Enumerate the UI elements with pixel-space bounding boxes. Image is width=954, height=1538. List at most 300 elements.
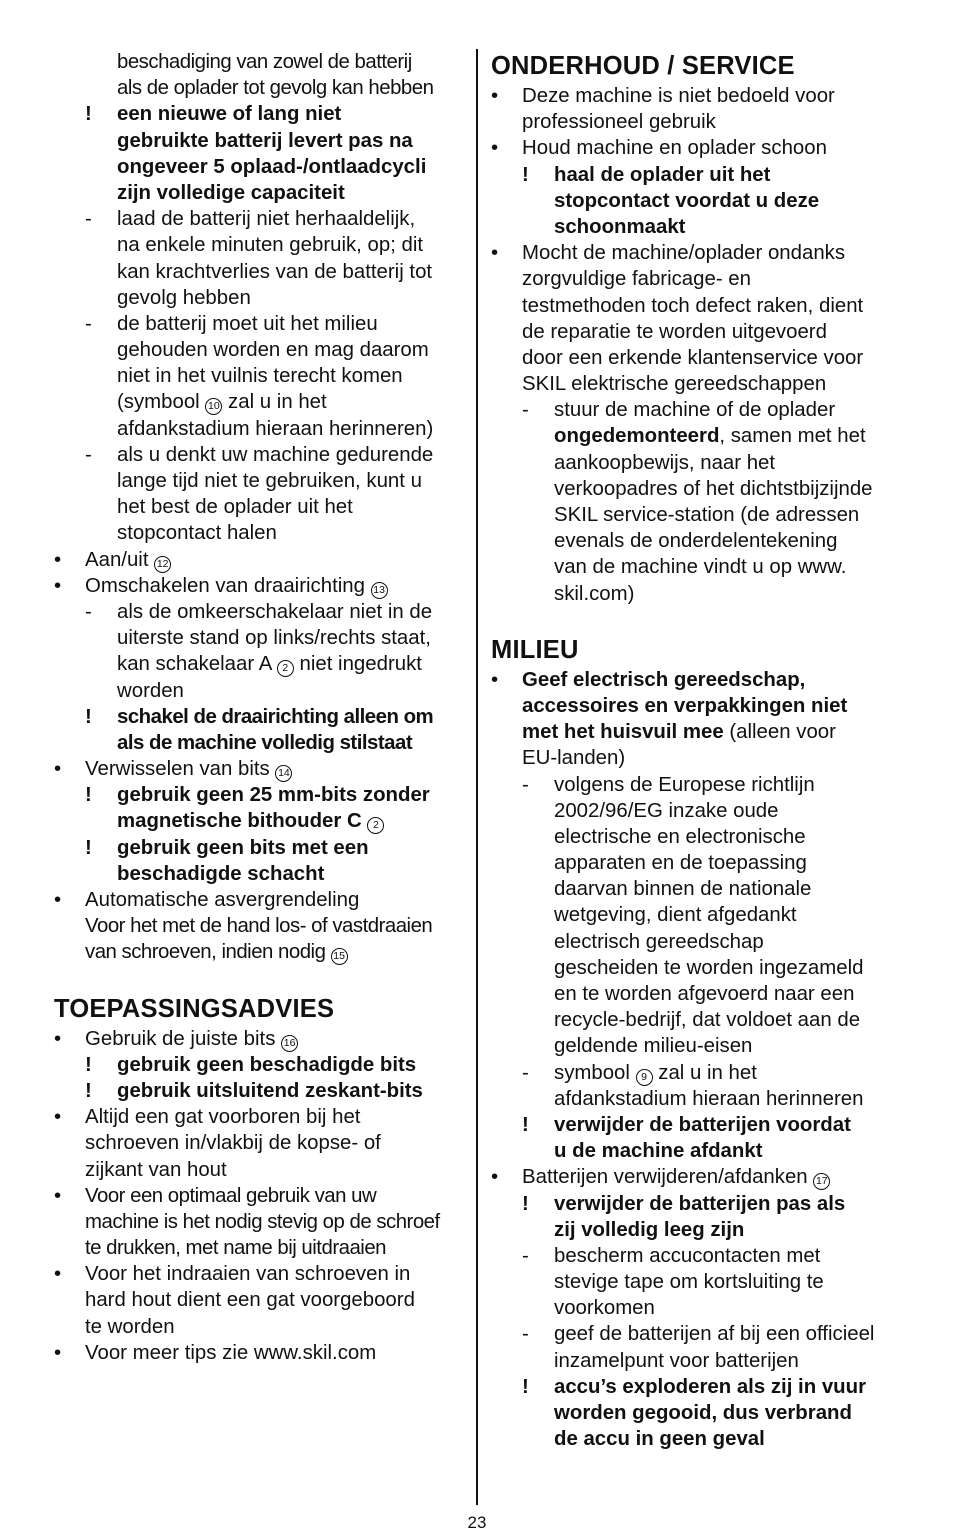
line-text (554, 981, 854, 1007)
text-line (491, 667, 905, 693)
text-span: verwijder de batterijen voordat (554, 1113, 851, 1136)
line-text (522, 719, 836, 745)
figure-ref-number: 2 (367, 817, 384, 834)
line-text (522, 693, 847, 719)
text-line (54, 573, 468, 599)
warning-mark: ! (85, 784, 92, 807)
text-line (491, 772, 905, 798)
bullet-icon: • (54, 574, 62, 597)
text-line (491, 83, 905, 109)
text-span: stopcontact voordat u deze (554, 189, 820, 212)
text-span: recycle-bedrijf, dat voldoet aan de (554, 1009, 861, 1032)
text-line (54, 128, 468, 154)
warning-mark: ! (85, 705, 92, 728)
warning-mark: ! (522, 1192, 529, 1215)
text-line (54, 730, 468, 756)
text-span: kan schakelaar A (117, 653, 277, 676)
text-span: SKIL elektrische gereedschappen (522, 373, 827, 396)
text-line (491, 109, 905, 135)
text-span: gebruikte batterij levert pas na (117, 129, 413, 152)
text-line (54, 442, 468, 468)
text-span: zal u in het (652, 1061, 757, 1084)
line-text (522, 135, 827, 161)
line-text (554, 188, 819, 214)
line-text (117, 363, 403, 389)
text-span: voorkomen (554, 1297, 655, 1320)
line-text (117, 285, 251, 311)
text-line (491, 502, 905, 528)
text-span: Houd machine en oplader schoon (522, 137, 827, 160)
line-text (522, 745, 625, 771)
line-text (554, 528, 837, 554)
line-text (522, 293, 863, 319)
page-number: 23 (467, 1513, 487, 1532)
bullet-icon: • (54, 1027, 62, 1050)
text-line (491, 1191, 905, 1217)
text-line (54, 939, 468, 965)
text-line (54, 180, 468, 206)
figure-ref-number: 17 (813, 1173, 830, 1190)
text-line (491, 135, 905, 161)
text-line (54, 1078, 468, 1104)
line-text (554, 1112, 851, 1138)
line-text (554, 1217, 744, 1243)
section-gap (491, 607, 905, 633)
figure-ref-number: 10 (205, 398, 222, 415)
bullet-icon: • (54, 758, 62, 781)
text-span: u de machine afdankt (554, 1140, 763, 1163)
line-text (117, 180, 345, 206)
text-span: volgens de Europese richtlijn (554, 773, 815, 796)
text-line (491, 345, 905, 371)
text-span: Gebruik de juiste bits (85, 1027, 282, 1050)
warning-mark: ! (85, 1053, 92, 1076)
line-text (554, 1033, 752, 1059)
line-text (85, 1130, 381, 1156)
dash-mark: - (85, 312, 92, 335)
line-text (85, 1104, 360, 1130)
warning-mark: ! (522, 1375, 529, 1398)
line-text (117, 75, 433, 101)
line-text (85, 1157, 227, 1183)
line-text (522, 371, 826, 397)
text-line (491, 1269, 905, 1295)
text-line (491, 266, 905, 292)
text-line (54, 1261, 468, 1287)
line-text (85, 887, 359, 913)
line-text (117, 416, 433, 442)
text-line (54, 1157, 468, 1183)
line-text (554, 876, 811, 902)
text-span: Altijd een gat voorboren bij het (85, 1106, 361, 1129)
text-span: 2002/96/EG inzake oude (554, 799, 779, 822)
line-text (554, 1321, 874, 1347)
line-text (554, 902, 797, 928)
text-span: beschadiging van zowel de batterij (117, 51, 412, 73)
text-line (491, 319, 905, 345)
text-line (491, 798, 905, 824)
text-span: SKIL service-station (de adressen (554, 504, 860, 526)
text-span: Deze machine is niet bedoeld voor (522, 85, 835, 107)
text-line (54, 625, 468, 651)
text-line (491, 719, 905, 745)
text-span: verkoopadres of het dichtstbijzijnde (554, 477, 873, 500)
line-text (522, 83, 835, 109)
right-column (491, 49, 905, 1452)
text-span: stopcontact halen (117, 522, 277, 545)
text-line (491, 1007, 905, 1033)
text-span: gebruik uitsluitend zeskant-bits (117, 1079, 423, 1102)
text-span: te worden (85, 1315, 175, 1338)
line-text (554, 772, 815, 798)
text-span: haal de oplader uit het (554, 163, 771, 186)
text-span: geldende milieu-eisen (554, 1035, 753, 1058)
text-span: gescheiden te worden ingezameld (554, 956, 864, 979)
line-text (522, 345, 863, 371)
text-line (491, 955, 905, 981)
text-span: Voor meer tips zie www.skil.com (85, 1341, 377, 1364)
dash-mark: - (522, 1061, 529, 1084)
text-span: afdankstadium hieraan herinneren (554, 1087, 864, 1110)
text-span: Aan/uit (85, 548, 155, 571)
text-line (491, 876, 905, 902)
text-span: (symbool (117, 391, 206, 414)
dash-mark: - (85, 600, 92, 623)
text-line (54, 1235, 468, 1261)
line-text (554, 850, 807, 876)
text-line (491, 450, 905, 476)
text-span: van schroeven, indien nodig (85, 941, 331, 964)
text-span: schakel de draairichting alleen om (117, 705, 434, 728)
text-span: accessoires en verpakkingen niet (522, 694, 848, 717)
text-line (491, 188, 905, 214)
figure-ref-number: 9 (636, 1069, 653, 1086)
bullet-icon: • (54, 1341, 62, 1364)
text-line (491, 1164, 905, 1190)
line-text (554, 1426, 765, 1452)
line-text (117, 651, 422, 677)
text-span: zorgvuldige fabricage- en (522, 268, 751, 291)
line-text (554, 1060, 757, 1086)
text-line (491, 162, 905, 188)
text-line (491, 554, 905, 580)
warning-mark: ! (522, 1113, 529, 1136)
text-line (491, 824, 905, 850)
text-line (54, 861, 468, 887)
text-span: als u denkt uw machine gedurende (117, 443, 434, 466)
text-line (491, 476, 905, 502)
text-line (491, 745, 905, 771)
line-text (117, 704, 433, 730)
line-text (85, 1209, 440, 1235)
column-divider (476, 49, 478, 1505)
line-text (117, 678, 184, 704)
text-line (54, 913, 468, 939)
text-span: uiterste stand op links/rechts staat, (117, 627, 431, 650)
text-span: stevige tape om kortsluiting te (554, 1271, 824, 1294)
text-line (54, 311, 468, 337)
text-span: Batterijen verwijderen/afdanken (522, 1166, 814, 1189)
text-span: na enkele minuten gebruik, op; dit (117, 234, 424, 257)
dash-mark: - (522, 1323, 529, 1346)
text-span: als de oplader tot gevolg kan hebben (117, 77, 434, 100)
line-text (117, 154, 426, 180)
line-text (85, 573, 388, 599)
text-line (491, 929, 905, 955)
line-text (85, 1183, 376, 1209)
text-span: EU-landen) (522, 747, 626, 770)
section-heading: MILIEU (491, 635, 579, 664)
text-span: schroeven in/vlakbij de kopse- of (85, 1132, 381, 1155)
warning-mark: ! (85, 836, 92, 859)
text-span: wetgeving, dient afgedankt (554, 904, 797, 927)
line-text (85, 1026, 298, 1052)
bullet-icon: • (491, 668, 499, 691)
line-text (554, 450, 775, 476)
text-line (54, 1052, 468, 1078)
text-span: met het huisvuil mee (522, 721, 724, 744)
text-line (54, 416, 468, 442)
text-span: kan krachtverlies van de batterij tot (117, 260, 433, 283)
text-span: professioneel gebruik (522, 111, 716, 134)
line-text (554, 476, 873, 502)
text-line (491, 850, 905, 876)
text-span: het best de oplader uit het (117, 496, 353, 519)
text-line (54, 835, 468, 861)
text-span: te drukken, met name bij uitdraaien (85, 1237, 386, 1260)
text-span: als de omkeerschakelaar niet in de (117, 600, 433, 623)
text-line (491, 1400, 905, 1426)
line-text (554, 798, 778, 824)
figure-ref-number: 16 (281, 1035, 298, 1052)
text-line (491, 581, 905, 607)
text-line (54, 651, 468, 677)
line-text (522, 109, 716, 135)
dash-mark: - (85, 443, 92, 466)
line-text (85, 939, 348, 965)
line-text (85, 913, 432, 939)
dash-mark: - (85, 208, 92, 231)
text-span: door een erkende klantenservice voor (522, 346, 864, 369)
text-span: machine is het nodig stevig op de schroef (85, 1210, 440, 1233)
text-line (54, 678, 468, 704)
text-line (54, 232, 468, 258)
warning-mark: ! (85, 1079, 92, 1102)
text-span: Omschakelen van draairichting (85, 574, 371, 597)
section-heading: TOEPASSINGSADVIES (54, 994, 335, 1023)
text-line (491, 1086, 905, 1112)
figure-ref-number: 14 (275, 765, 292, 782)
text-line (491, 528, 905, 554)
text-line (54, 468, 468, 494)
text-line (54, 206, 468, 232)
line-text (117, 861, 324, 887)
text-line (54, 259, 468, 285)
text-line (491, 693, 905, 719)
text-span: Voor het met de hand los- of vastdraaien (85, 915, 433, 938)
text-span: verwijder de batterijen pas als (554, 1192, 846, 1215)
line-text (117, 625, 431, 651)
text-span: Automatische asvergrendeling (85, 889, 360, 911)
text-line (54, 599, 468, 625)
line-text (554, 955, 863, 981)
text-span: zijkant van hout (85, 1158, 227, 1181)
line-text (554, 423, 866, 449)
text-line (491, 902, 905, 928)
text-line (54, 1104, 468, 1130)
text-span: skil.com) (554, 582, 635, 605)
text-span: worden (117, 679, 184, 702)
text-span: stuur de machine of de oplader (554, 399, 836, 422)
text-line (54, 808, 468, 834)
line-text (85, 756, 292, 782)
text-line (54, 887, 468, 913)
bullet-icon: • (54, 1106, 62, 1129)
line-text (554, 1243, 820, 1269)
text-line (491, 1348, 905, 1374)
line-text (522, 667, 805, 693)
line-text (554, 1295, 655, 1321)
text-line (491, 397, 905, 423)
line-text (117, 49, 412, 75)
line-text (554, 1086, 863, 1112)
text-span: accu’s exploderen als zij in vuur (554, 1375, 867, 1398)
line-text (522, 266, 751, 292)
figure-ref-number: 15 (331, 948, 348, 965)
text-line (491, 214, 905, 240)
text-span: hard hout dient een gat voorgeboord (85, 1289, 415, 1312)
line-text (117, 494, 353, 520)
text-span: de batterij moet uit het milieu (117, 312, 378, 335)
text-span: gehouden worden en mag daarom (117, 339, 429, 362)
text-span: zal u in het (222, 391, 327, 414)
text-span: evenals de onderdelentekening (554, 530, 838, 553)
text-span: Voor een optimaal gebruik van uw (85, 1184, 377, 1207)
text-span: en te worden afgevoerd naar een (554, 983, 855, 1005)
text-span: geef de batterijen af bij een officieel (554, 1323, 875, 1346)
text-line (491, 1374, 905, 1400)
bullet-icon: • (491, 137, 499, 160)
line-text (554, 162, 770, 188)
section-heading: ONDERHOUD / SERVICE (491, 52, 795, 80)
line-text (554, 554, 846, 580)
line-text (554, 824, 806, 850)
text-span: ongedemonteerd (554, 425, 720, 448)
section-gap (54, 966, 468, 992)
warning-mark: ! (85, 103, 92, 126)
text-line (491, 1426, 905, 1452)
text-line (54, 494, 468, 520)
text-span: (alleen voor (723, 721, 836, 744)
text-span: magnetische bithouder C (117, 810, 368, 833)
text-line (54, 782, 468, 808)
text-span: bescherm accucontacten met (554, 1244, 821, 1267)
figure-ref-number: 2 (277, 660, 294, 677)
figure-ref-number: 13 (371, 582, 388, 599)
bullet-icon: • (54, 889, 62, 911)
text-line (54, 101, 468, 127)
line-text (554, 1007, 860, 1033)
line-text (554, 581, 634, 607)
line-text (117, 835, 369, 861)
line-text (554, 1191, 845, 1217)
text-span: electrische en electronische (554, 825, 806, 848)
line-text (554, 1400, 852, 1426)
dash-mark: - (522, 773, 529, 796)
text-span: testmethoden toch defect raken, dient (522, 294, 864, 317)
line-text (117, 1078, 423, 1104)
text-span: zijn volledige capaciteit (117, 181, 345, 204)
bullet-icon: • (491, 85, 499, 107)
left-column (54, 49, 468, 1366)
text-line (491, 1217, 905, 1243)
dash-mark: - (522, 1244, 529, 1267)
line-text (117, 599, 432, 625)
line-text (117, 337, 429, 363)
line-text (117, 259, 432, 285)
text-span: gevolg hebben (117, 286, 251, 309)
line-text (117, 1052, 416, 1078)
bullet-icon: • (54, 1263, 62, 1286)
text-line (54, 1209, 468, 1235)
text-span: electrisch gereedschap (554, 930, 764, 953)
text-span: , samen met het (719, 425, 866, 448)
line-text (554, 929, 764, 955)
line-text (85, 1261, 410, 1287)
line-text (117, 520, 277, 546)
text-span: de accu in geen geval (554, 1428, 765, 1451)
text-line (491, 293, 905, 319)
line-text (117, 808, 384, 834)
text-line (491, 1112, 905, 1138)
text-line (54, 337, 468, 363)
line-text (117, 442, 433, 468)
line-text (117, 468, 422, 494)
line-text (522, 240, 845, 266)
text-span: inzamelpunt voor batterijen (554, 1349, 799, 1372)
text-line (54, 756, 468, 782)
text-span: de reparatie te worden uitgevoerd (522, 320, 827, 343)
line-text (85, 1314, 175, 1340)
text-line (54, 49, 468, 75)
bullet-icon: • (491, 242, 499, 265)
text-span: beschadigde schacht (117, 862, 325, 885)
line-text (522, 1164, 830, 1190)
warning-mark: ! (522, 163, 529, 186)
text-line (54, 547, 468, 573)
line-text (554, 214, 685, 240)
text-line (54, 1287, 468, 1313)
figure-ref-number: 12 (154, 556, 171, 573)
text-span: Mocht de machine/oplader ondanks (522, 242, 846, 265)
text-line (54, 1026, 468, 1052)
text-line (491, 423, 905, 449)
text-span: aankoopbewijs, naar het (554, 451, 776, 474)
text-span: niet ingedrukt (293, 653, 422, 676)
line-text (117, 128, 413, 154)
text-span: worden gegooid, dus verbrand (554, 1402, 852, 1424)
text-line (491, 1321, 905, 1347)
text-span: ongeveer 5 oplaad-/ontlaadcycli (117, 155, 427, 178)
text-line (491, 1060, 905, 1086)
line-text (554, 502, 859, 528)
line-text (85, 1340, 376, 1366)
text-line (54, 520, 468, 546)
text-span: apparaten en de toepassing (554, 852, 807, 875)
text-line (54, 1130, 468, 1156)
text-line (54, 1314, 468, 1340)
text-span: lange tijd niet te gebruiken, kunt u (117, 470, 422, 492)
